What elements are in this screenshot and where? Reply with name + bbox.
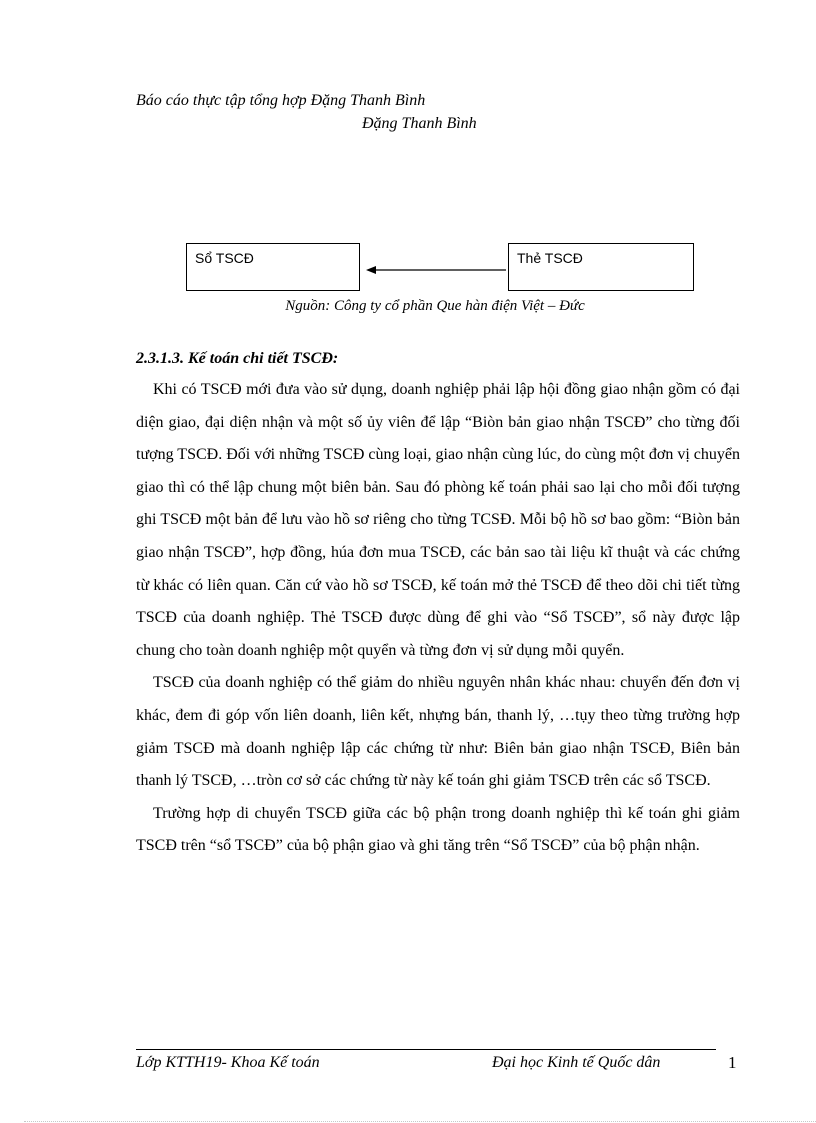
- paragraph-3: Trường hợp di chuyển TSCĐ giữa các bộ phận trong doanh nghiệp thì kế toán ghi giảm TSCĐ trên “sổ TSCĐ” của bộ phận giao và ghi tăng trên “Sổ TSCĐ” của bộ phận nhận.: [136, 804, 740, 855]
- diagram-source-caption: Nguồn: Công ty cổ phần Que hàn điện Việt – Đức: [285, 298, 585, 314]
- body-text: [136, 374, 740, 863]
- running-header-line-1: Báo cáo thực tập tổng hợp Đặng Thanh Bình: [136, 92, 426, 109]
- footer-divider: [136, 1049, 716, 1050]
- paragraph-2: TSCĐ của doanh nghiệp có thể giảm do nhiều nguyên nhân khác nhau: chuyển đến đơn vị khác, đem đi góp vốn liên doanh, liên kết, nhựng bán, thanh lý, …tụy theo từng trường hợp giảm TSCĐ mà doanh nghiệp lập các chứng từ như: Biên bản giao nhận TSCĐ, Biên bản thanh lý TSCĐ, …tròn cơ sở các chứng từ này kế toán ghi giảm TSCĐ trên các sổ TSCĐ.: [136, 674, 740, 790]
- running-header-line-2: Đặng Thanh Bình: [362, 115, 477, 132]
- footer-class-label: Lớp KTTH19- Khoa Kế toán: [136, 1054, 320, 1071]
- left-arrow-icon: [360, 260, 508, 280]
- section-heading: 2.3.1.3. Kế toán chi tiết TSCĐ:: [136, 350, 339, 367]
- diagram-box-the-tscd: Thẻ TSCĐ: [508, 243, 694, 291]
- page-bottom-edge: [24, 1121, 816, 1122]
- footer-university-label: Đại học Kinh tế Quốc dân: [492, 1054, 661, 1071]
- diagram-box-so-tscd: Sổ TSCĐ: [186, 243, 360, 291]
- paragraph-1: Khi có TSCĐ mới đưa vào sử dụng, doanh nghiệp phải lập hội đồng giao nhận gồm có đại diện giao, đại diện nhận và một số ủy viên để lập “Biòn bản giao nhận TSCĐ” cho từng đối tượng TSCĐ. Đối với những TSCĐ cùng loại, giao nhận cùng lúc, do cùng một đơn vị chuyển giao thì có thể lập chung một biên bản. Sau đó phòng kế toán phải sao lại cho mỗi đối tượng ghi TSCĐ một bản để lưu vào hồ sơ riêng cho từng TCSĐ. Mỗi bộ hồ sơ bao gồm: “Biòn bản giao nhận TSCĐ”, hợp đồng, húa đơn mua TSCĐ, các bản sao tài liệu kĩ thuật và các chứng từ khác có liên quan. Căn cứ vào hồ sơ TSCĐ, kế toán mở thẻ TSCĐ để theo dõi chi tiết từng TSCĐ của doanh nghiệp. Thẻ TSCĐ được dùng để ghi vào “Sổ TSCĐ”, sổ này được lập chung cho toàn doanh nghiệp một quyển và từng đơn vị sử dụng mỗi quyển.: [136, 381, 740, 659]
- page-number: 1: [728, 1053, 737, 1072]
